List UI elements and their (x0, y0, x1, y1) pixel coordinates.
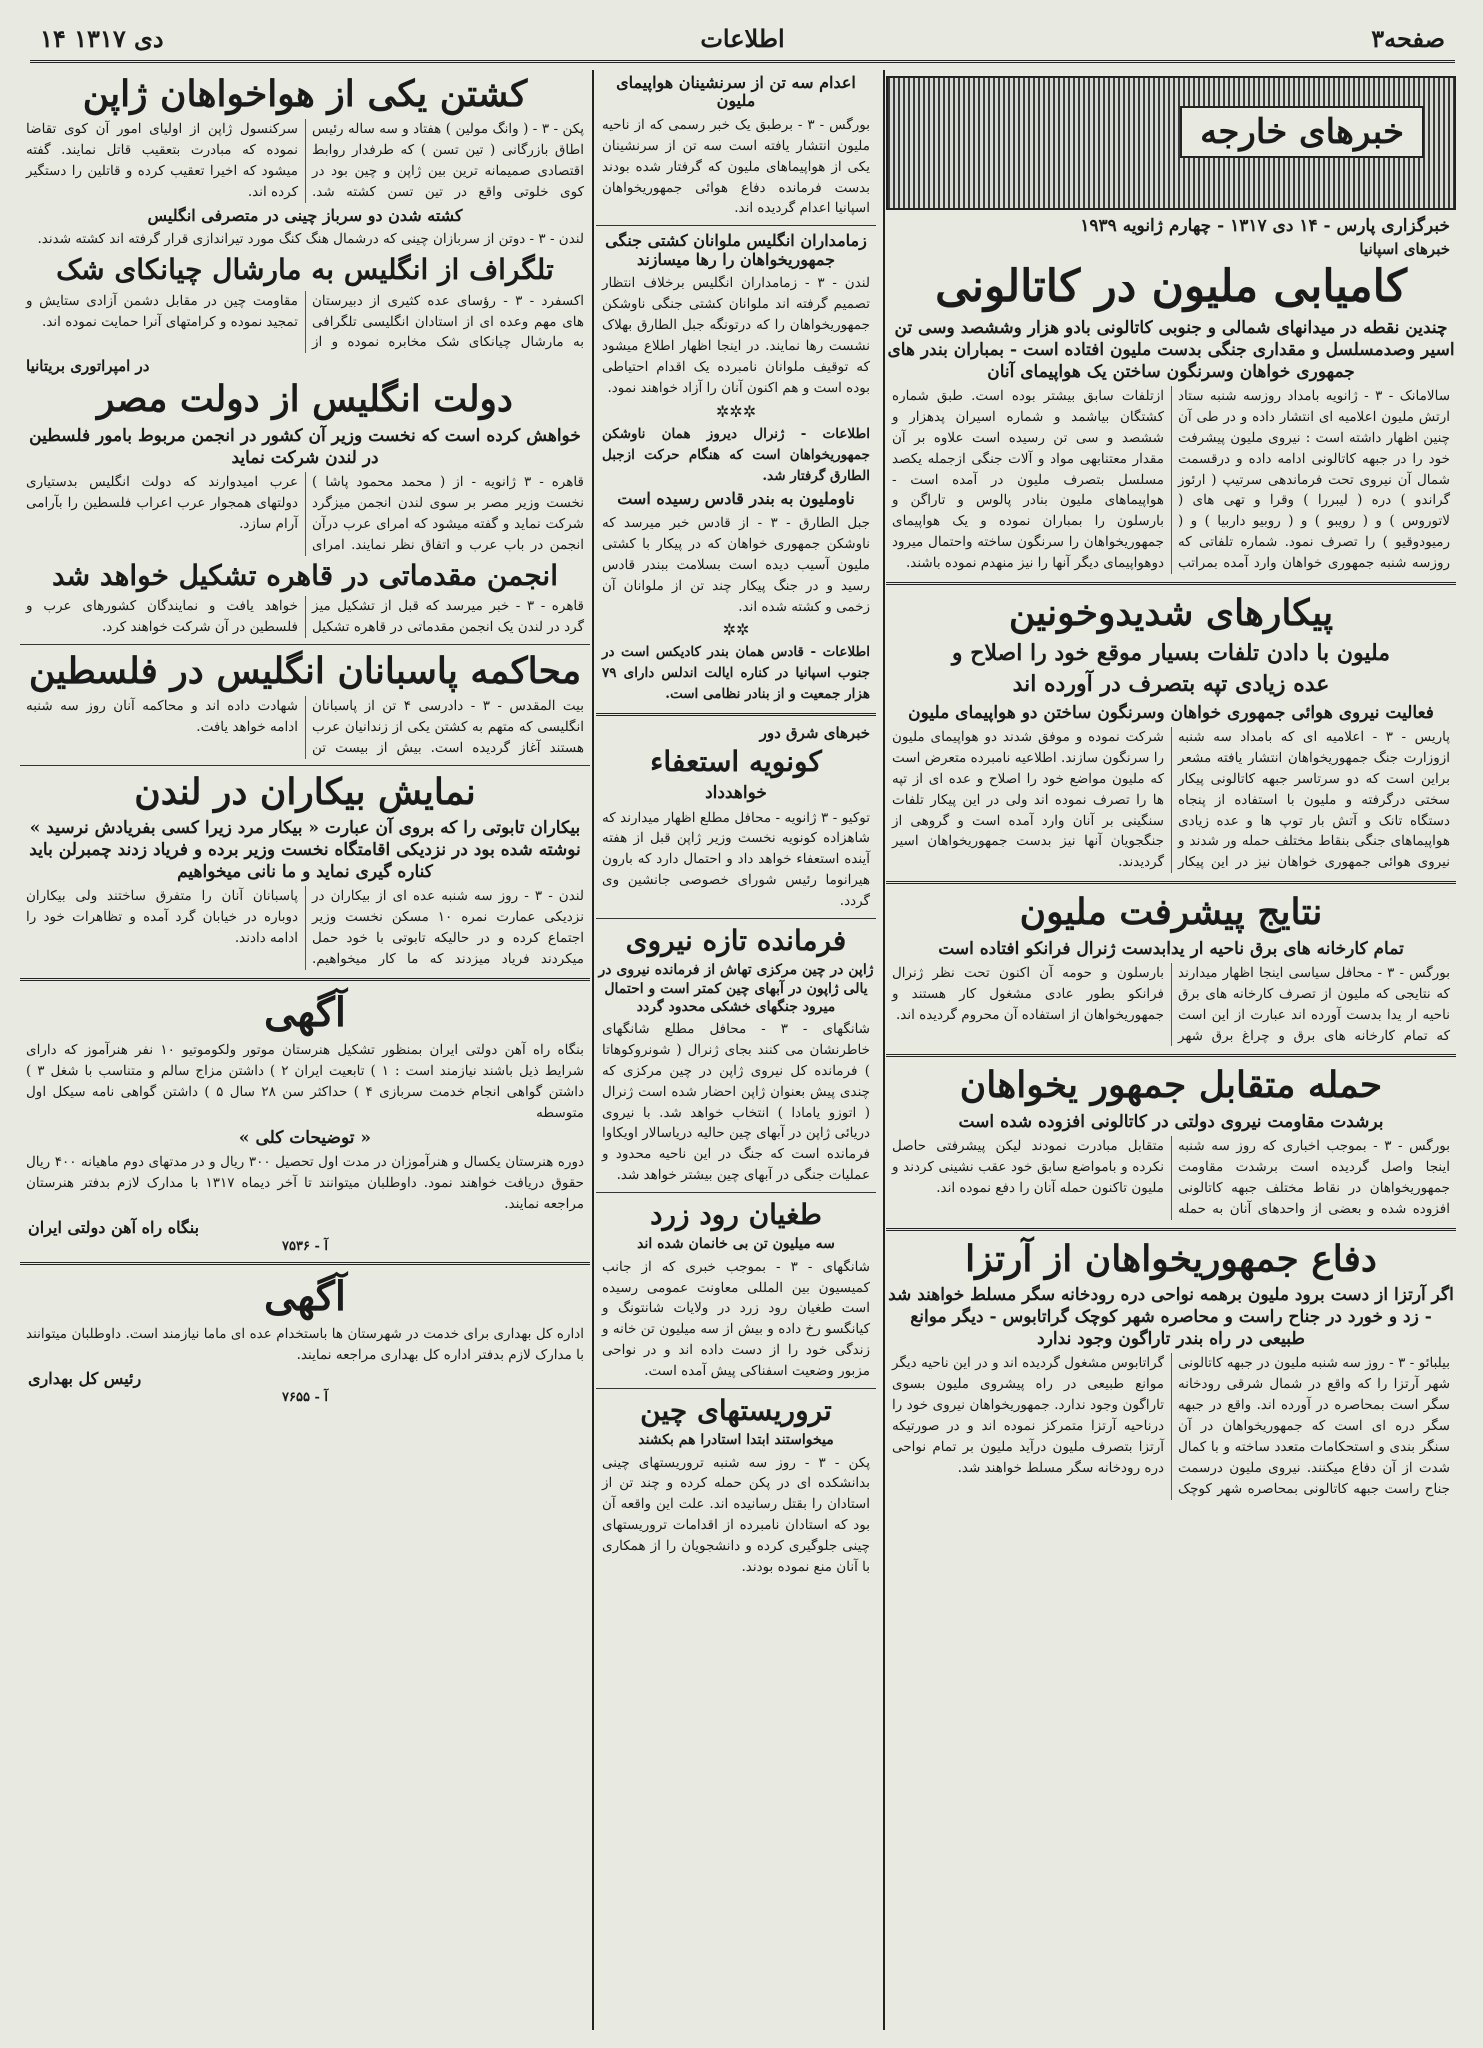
headline-unemployed-london: نمایش بیکاران در لندن (134, 770, 476, 813)
subhead-counterattack: برشدت مقاومت نیروی دولتی در کاتالونی افزوده شده است (958, 1111, 1384, 1132)
article-unemployed-london: لندن - ۳ - روز سه شنبه عده ای از بیکاران در نزدیکی عمارت نمره ۱۰ مسکن نخست وزیر اجتماع کرده و در حالیکه تابوتی با خود حمل میکردند فریاد میزدند که ما کار میخواهیم. پاسبانان آنان را متفرق ساختند ولی بیکاران دوباره در خیابان گرد آمده و تظاهرات خود را ادامه دادند. (26, 888, 584, 968)
headline-fierce-battles: پیکارهای شدیدوخونین (1008, 592, 1334, 635)
subhead-yellow-river: سه میلیون تن بی خانمان شده اند (637, 1236, 835, 1253)
divider (20, 644, 590, 645)
headline-terrorists: تروریستهای چین (640, 1394, 832, 1428)
divider (886, 1228, 1456, 1231)
ad-railway-subhead: « توضیحات کلی » (238, 1127, 372, 1148)
ad-health-body: اداره کل بهداری برای خدمت در شهرستان ها باستخدام عده ای ماما نیازمند است. داوطلبان میتوانند با مدارک لازم بدفتر اداره کل بهداری مراجعه نمایند. (26, 1325, 584, 1363)
subhead-battles-1: ملیون با دادن تلفات بسیار موقع خود را اصلاح و (951, 639, 1391, 666)
section-kicker-spain: خبرهای اسپانیا (1359, 240, 1450, 258)
ad-railway-code: آ - ۷۵۳۶ (282, 1238, 328, 1254)
subhead-catalonia: چندین نقطه در میدانهای شمالی و جنوبی کاتالونی بادو هزار وششصد وسی تن اسیر وصدمسلسل و مقداری جنگی بدست ملیون افتاده است - بمباران بندر های جمهوری خواهان وسرنگون ساختن یک هواپیمای آنان (887, 317, 1455, 382)
subhead-terrorists: میخواستند ابتدا استادرا هم بکشند (638, 1432, 834, 1449)
subhead-new-commander: ژاپن در چین مرکزی تهاش از فرمانده نیروی در یالی ژاپون در آبهای چین کمتر است و احتمال میرود جنگهای خشکی محدود گردد (598, 962, 874, 1015)
headline-palestine-trial: محاکمه پاسبانان انگلیس در فلسطین (28, 649, 582, 692)
divider (886, 1054, 1456, 1057)
headline-artesa-defense: دفاع جمهوریخواهان از آرتزا (965, 1237, 1377, 1280)
subhead-konoe: خواهدداد (705, 783, 767, 804)
ad-railway-body-2: دوره هنرستان یکسال و هنرآموزان در مدت اول تحصیل ۳۰۰ ریال و در مدتهای دوم ماهیانه ۴۰۰ ریال حقوق دریافت خواهند نمود. داوطلبان میتوانند تا آخر دیماه ۱۳۱۷ با مدارک لازم بدفتر هنرستان مراجعه نمایند. (26, 1153, 584, 1212)
ad-health-code: آ - ۷۶۵۵ (282, 1389, 328, 1405)
headline-cairo-meeting: انجمن مقدماتی در قاهره تشکیل خواهد شد (51, 558, 558, 592)
ad-health-title: آگهی (264, 1272, 346, 1320)
article-yellow-river: شانگهای - ۳ - بموجب خبری که از جانب کمیسیون بین المللی معاونت عمومی رسیده است طغیان رود زرد در ولایات شانتونگ و کیانگسو رخ داده و بیش از سه میلیون تن خانه و زندگی خود را از دست داده اند و در نواحی مزبور وضعیت اسفناکی پیش آمده است. (602, 1258, 870, 1380)
headline-japan-supporter: کشتن یکی از هواخواهان ژاپن (82, 73, 528, 115)
dateline: خبرگزاری پارس - ۱۴ دی ۱۳۱۷ - چهارم ژانویه ۱۹۳۹ (1080, 216, 1450, 236)
article-terrorists: پکن - ۳ - روز سه شنبه تروریستهای چینی بدانشکده ای در پکن حمله کرده و چند تن از استادان را بقتل رسانیده اند. علت این واقعه آن بود که استادان نامبرده از اقدامات تروریستهای چینی جلوگیری کرده و دانشجویان را از همکاری با آنان منع نموده بودند. (602, 1454, 870, 1576)
foreign-news-logo (886, 76, 1456, 210)
article-new-commander: شانگهای - ۳ - محافل مطلع شانگهای خاطرنشان می کنند بجای ژنرال ( شونروکوهاتا ) فرمانده کل نیروی ژاپن در چین مرکزی که چندی پیش بعنوان ژاپن احضار شده است ژنرال ( اتوزو یامادا ) انتخاب خواهد شد. با نیروی دریائی ژاپن در آبهای چین حالیه دریاسالار اویکاوا فرمانده است که جنگ در این ناحیه محدود و عملیات جنگی در آبهای چین بیشتر خواهد شد. (602, 1020, 870, 1184)
divider (20, 765, 590, 766)
column-foreign-news (886, 70, 1456, 2030)
divider (20, 1262, 590, 1265)
headline-new-commander: فرمانده تازه نیروی (625, 924, 847, 958)
column-middle (596, 70, 876, 2030)
ornament: ✲✲✲ (715, 401, 757, 421)
subhead-artesa: اگر آرتزا از دست برود ملیون برهمه نواحی دره رودخانه سگر مسلط خواهند شد - زد و خورد در جناح راست و محاصره شهر کوچک گراتابوس - دیگر موانع طبیعی در راه بندر تاراگون وجود ندارد (888, 1285, 1454, 1350)
article-counterattack: بورگس - ۳ - بموجب اخباری که روز سه شنبه اینجا واصل گردیده است برشدت مقاومت جمهوریخواهان در نقاط مختلف جبهه کاتالونی افزوده شده و بعضی از واحدهای آنان به حمله متقابل مبادرت نمودند لیکن پیشرفتی حاصل نکرده و بامواضع سابق خود عقب نشینی کردند و ملیون تاکنون حمله آنان را دفع نموده اند. (892, 1137, 1450, 1217)
headline-sailors: زمامداران انگلیس ملوانان کشتی جنگی جمهوریخواهان را رها میسازند (605, 231, 867, 269)
ad-health-signature: رئیس کل بهداری (28, 1368, 142, 1388)
divider (886, 881, 1456, 884)
headline-execution: اعدام سه تن از سرنشینان هواپیمای ملیون (616, 73, 856, 111)
divider (886, 582, 1456, 585)
note-ettelaat-1: اطلاعات - ژنرال دیروز همان ناوشکن جمهوریخواهان است که هنگام حرکت ازجبل الطارق گرفتار شد. (602, 425, 870, 484)
note-ettelaat-2: اطلاعات - قادس همان بندر کادیکس است در جنوب اسپانیا در کناره ایالت اندلس دارای ۷۹ هزار جمعیت و از بنادر نظامی است. (602, 644, 870, 703)
column-rule-left (592, 70, 594, 2030)
headline-chinese-soldiers: کشته شدن دو سرباز چینی در متصرفی انگلیس (147, 206, 463, 226)
logo-title: خبرهای خارجه (1180, 106, 1424, 158)
page-label: صفحه۳ (1371, 24, 1445, 53)
article-sailors: لندن - ۳ - زمامداران انگلیس برخلاف انتظار تصمیم گرفته اند ملوانان کشتی جنگی ناوشکن جمهوریخواهان را که درتونگه جبل الطارق بهلاک نشست رها نمایند. در اینجا اظهار اطلاع میشود که توقیف ملوانان نامبرده یک اقدام احتیاطی بوده است و هم اکنون آنان را آزاد خواهند نمود. (602, 275, 870, 396)
article-cairo-meeting: قاهره - ۳ - خبر میرسد که قبل از تشکیل میز گرد در لندن یک انجمن مقدماتی در قاهره تشکیل خواهد یافت و نمایندگان کشورهای عرب و فلسطین در آن شرکت خواهند کرد. (26, 597, 585, 635)
headline-konoe: کونویه استعفاء (650, 745, 822, 779)
subhead-unemployed-london: بیکاران تابوتی را که بروی آن عبارت « بیکار مرد زیرا کسی بفریادش نرسید » نوشته شده بود در نزدیکی اقامتگاه نخست وزیر برده و فریاد زدند چمبرلن باید کناره گیری نماید و ما نانی میخواهیم (29, 818, 581, 883)
subhead-egypt: خواهش کرده است که نخست وزیر آن کشور در انجمن مربوط بامور فلسطین در لندن شرکت نماید (29, 425, 581, 468)
divider (596, 225, 876, 226)
headline-counterattack: حمله متقابل جمهور یخواهان (959, 1064, 1383, 1107)
section-kicker-far-east: خبرهای شرق دور (759, 724, 870, 743)
ad-railway-signature: بنگاه راه آهن دولتی ایران (28, 1217, 200, 1237)
headline-results: نتایج پیشرفت ملیون (1019, 891, 1323, 934)
divider (596, 918, 876, 919)
ad-railway-body: بنگاه راه آهن دولتی ایران بمنظور تشکیل هنرستان موتور ولکوموتیو ۱۰ نفر هنرآموز که دارای شرایط ذیل باشند نیازمند است : ۱ ) تابعیت ایران ۲ ) داشتن مزاج سالم و متناسب با شغل ۳ ) داشتن گواهی انجام خدمت سربازی ۴ ) حداکثر سن ۲۸ سال ۵ ) داشتن گواهی نامه سیکل اول متوسطه (26, 1042, 585, 1121)
divider (596, 1192, 876, 1193)
masthead (30, 22, 1455, 63)
article-catalonia: سالامانک - ۳ - ژانویه بامداد روزسه شنبه ستاد ارتش ملیون اعلامیه ای انتشار داده و در طی آن چنین اظهار داشته است : نیروی ملیون پیشرفت خود را در جبهه کاتالونی ادامه داده و درقسمت شمال آن نیروی تحت فرماندهی سرتیپ ( ارئوز گراندو ) دره ( لیبررا ) وقرا و تهی های ( لاتوروس ) و ( رویبو ) و ( روبیو داربیا ) و ( رمیودوقیو ) را تصرف نمود. شماره تلفاتی که روزسه شنبه جمهوری خواهان وارد آمده بمراتب ازتلفات سابق بیشتر بوده است. طبق شماره کشتگان بیاشمد و شماره اسیران پدهزار و ششصد و سی تن رسیده است علاوه بر آن مقدار معتنابهی مواد و آلات جنگی ازجمله یکصد مسلسل بتصرف ملیون در آمده است - هواپیماهای ملیون بنادر پالوس و تاراگن و بارسلون را بمباران نموده و یک هواپیمای جمهوریخواهان را سرنگون ساخته واحتمال میرود دوهواپیمای دیگر آنها را نیز منهدم نموده باشند. (892, 387, 1451, 572)
divider (596, 713, 876, 716)
ornament: ✲✲ (722, 620, 750, 640)
headline-telegram-chiang: تلگراف از انگلیس به مارشال چیانکای شک (56, 253, 554, 287)
column-rule-right (883, 70, 885, 2030)
headline-catalonia: کامیابی ملیون در کاتالونی (935, 261, 1407, 312)
headline-yellow-river: طغیان رود زرد (650, 1198, 822, 1232)
divider (20, 978, 590, 981)
article-artesa: بیلبائو - ۳ - روز سه شنبه ملیون در جبهه کاتالونی شهر آرتزا را که واقع در شمال شرقی رودخانه سگر است بمحاصره در آورده اند. واقع در جبهه سگر دره ای است که جمهوریخواهان در آن سنگر بندی و استحکامات متعدد ساخته و با کمال شدت از آن دفاع میکنند. نیروی ملیون درسمت جناح راست جبهه کاتالونی بمحاصره شهر کوچک گراتابوس مشغول گردیده اند و در این ناحیه دیگر موانع طبیعی در راه پیشروی ملیون بسوی تاراگون وجود ندارد. جمهوریخواهان نیروی خود را درناحیه آرتزا متمرکز نموده اند و در صورتیکه آرتزا بتصرف ملیون درآید ملیون بر تمام نواحی دره رودخانه سگر مسلط خواهند شد. (892, 1355, 1450, 1497)
article-telegram-chiang: اکسفرد - ۳ - رؤسای عده کثیری از دبیرستان های مهم وعده ای از استادان انگلیسی تلگرافی به مارشال چیانکای شک مخابره نموده و از مقاومت چین در مقابل دشمن آزادی ستایش و تمجید نموده و کرامتهای آنرا حمایت نموده اند. (26, 292, 585, 351)
article-japan-supporter: پکن - ۳ - ( وانگ مولین ) هفتاد و سه ساله رئیس اطاق بازرگانی ( تین تسن ) که طرفدار روابط اقتصادی صمیمانه ترین بین ژاپن و چین بود در کوی خلوتی واقع در تین تسن کشته شد. سرکنسول ژاپن از اولیای امور آن کوی تقاضا نموده که مبادرت بتعقیب قاتل نمایند. گفته میشود که اخیرا تعقیب کرده و قاتلین را دستگیر کرده اند. (26, 121, 585, 201)
divider (596, 1388, 876, 1389)
article-results: بورگس - ۳ - محافل سیاسی اینجا اظهار میدارند که نتایجی که ملیون از تصرف کارخانه های برق ناحیه ار یدا بدست آورده اند عبارت از این است که تمام کارخانه های برق و چراغ برق شهر بارسلون و حومه آن اکنون تحت نظر ژنرال فرانکو بطور عادی مشغول کار هستند و جمهوریخواهان از استفاده آن محروم گردیده اند. (892, 964, 1450, 1044)
subhead-battles-3: فعالیت نیروی هوائی جمهوری خواهان وسرنگون ساختن دو هواپیمای ملیون (908, 702, 1434, 723)
article-egypt: قاهره - ۳ ژانویه - از ( محمد محمود پاشا ) نخست وزیر مصر بر سوی لندن انجمن میزگرد شرکت نماید و گفته میشود که امرای عرب درآن انجمن در باب عرب و اتفاق نظر نمایند. امرای عرب امیدوارند که دولت انگلیس بدستیاری دولتهای همجوار عرب اعراب فلسطین را بآرامی آرام سازد. (26, 473, 584, 553)
date-label: ۱۴ دی ۱۳۱۷ (40, 24, 164, 53)
article-palestine-trial: بیت المقدس - ۳ - دادرسی ۴ تن از پاسبانان انگلیسی که متهم به کشتن یکی از زندانیان عرب هستند آغاز گردیده است. بیش از بیست تن شهادت داده اند و محاکمه آنان روز سه شنبه ادامه خواهد یافت. (26, 698, 584, 756)
column-left (20, 70, 590, 2030)
article-cadiz: جبل الطارق - ۳ - از قادس خبر میرسد که ناوشکن جمهوری خواهان که در پیکار با کشتی ملیون آسیب دیده است بسلامت ببندر قادس رسید و در جنگ پیکار چند تن از ملوانان آن زخمی و کشته شده اند. (602, 514, 870, 615)
section-kicker-british-empire: در امپراتوری بریتانیا (26, 357, 150, 376)
headline-cadiz: ناوملیون به بندر قادس رسیده است (617, 489, 855, 509)
subhead-battles-2: عده زیادی تپه بتصرف در آورده اند (1012, 671, 1330, 698)
article-konoe: توکیو - ۳ ژانویه - محافل مطلع اظهار میدارند که شاهزاده کونویه نخست وزیر ژاپن قبل از هفته آینده استعفاء خواهد داد و احتمال دارد که بارون هیرانوما رئیس شورای خصوصی جانشین وی گردد. (602, 809, 870, 910)
subhead-results: تمام کارخانه های برق ناحیه ار یدابدست ژنرال فرانکو افتاده است (938, 938, 1404, 959)
article-battles: پاریس - ۳ - اعلامیه ای که بامداد سه شنبه ازوزارت جنگ جمهوریخواهان انتشار یافته مشعر براین است که دو سرتاسر جبهه کاتالونی پیکار سختی درگرفته و ملیون با استفاده از پنجاه دستگاه تانک و آتش بار توپ ها و عده زیادی هواپیماهای جنگی بنقاط مختلف حمله ور شدند و نیروی هوائی جمهوری خواهان نیز در این پیکار شرکت نموده و موفق شدند دو هواپیمای ملیون را سرنگون سازند. اطلاعیه نامبرده متعرض است که ملیون مواضع خود را اصلاح و عده ای از تپه ها را تصرف نموده اند ولی در این پیکار تلفات سنگینی بر آنان وارد آمده است و گروهی از جنگجویان آنها نیز بدست جمهوریخواهان اسیر گردیدند. (892, 728, 1450, 871)
article-execution: بورگس - ۳ - برطبق یک خبر رسمی که از ناحیه ملیون انتشار یافته است سه تن از سرنشینان یکی از هواپیماهای ملیون که گرفتار شده بودند بدست فرمانده دفاع هوائی جمهوریخواهان اسپانیا اعدام گردیده اند. (602, 116, 870, 217)
paper-name: اطلاعات (700, 24, 785, 53)
article-chinese-soldiers: لندن - ۳ - دوتن از سربازان چینی که درشمال هنگ کنگ مورد تیراندازی قرار گرفته اند کشته شدند. (37, 231, 584, 248)
ad-railway-title: آگهی (264, 989, 346, 1037)
headline-egypt: دولت انگلیس از دولت مصر (97, 378, 513, 421)
